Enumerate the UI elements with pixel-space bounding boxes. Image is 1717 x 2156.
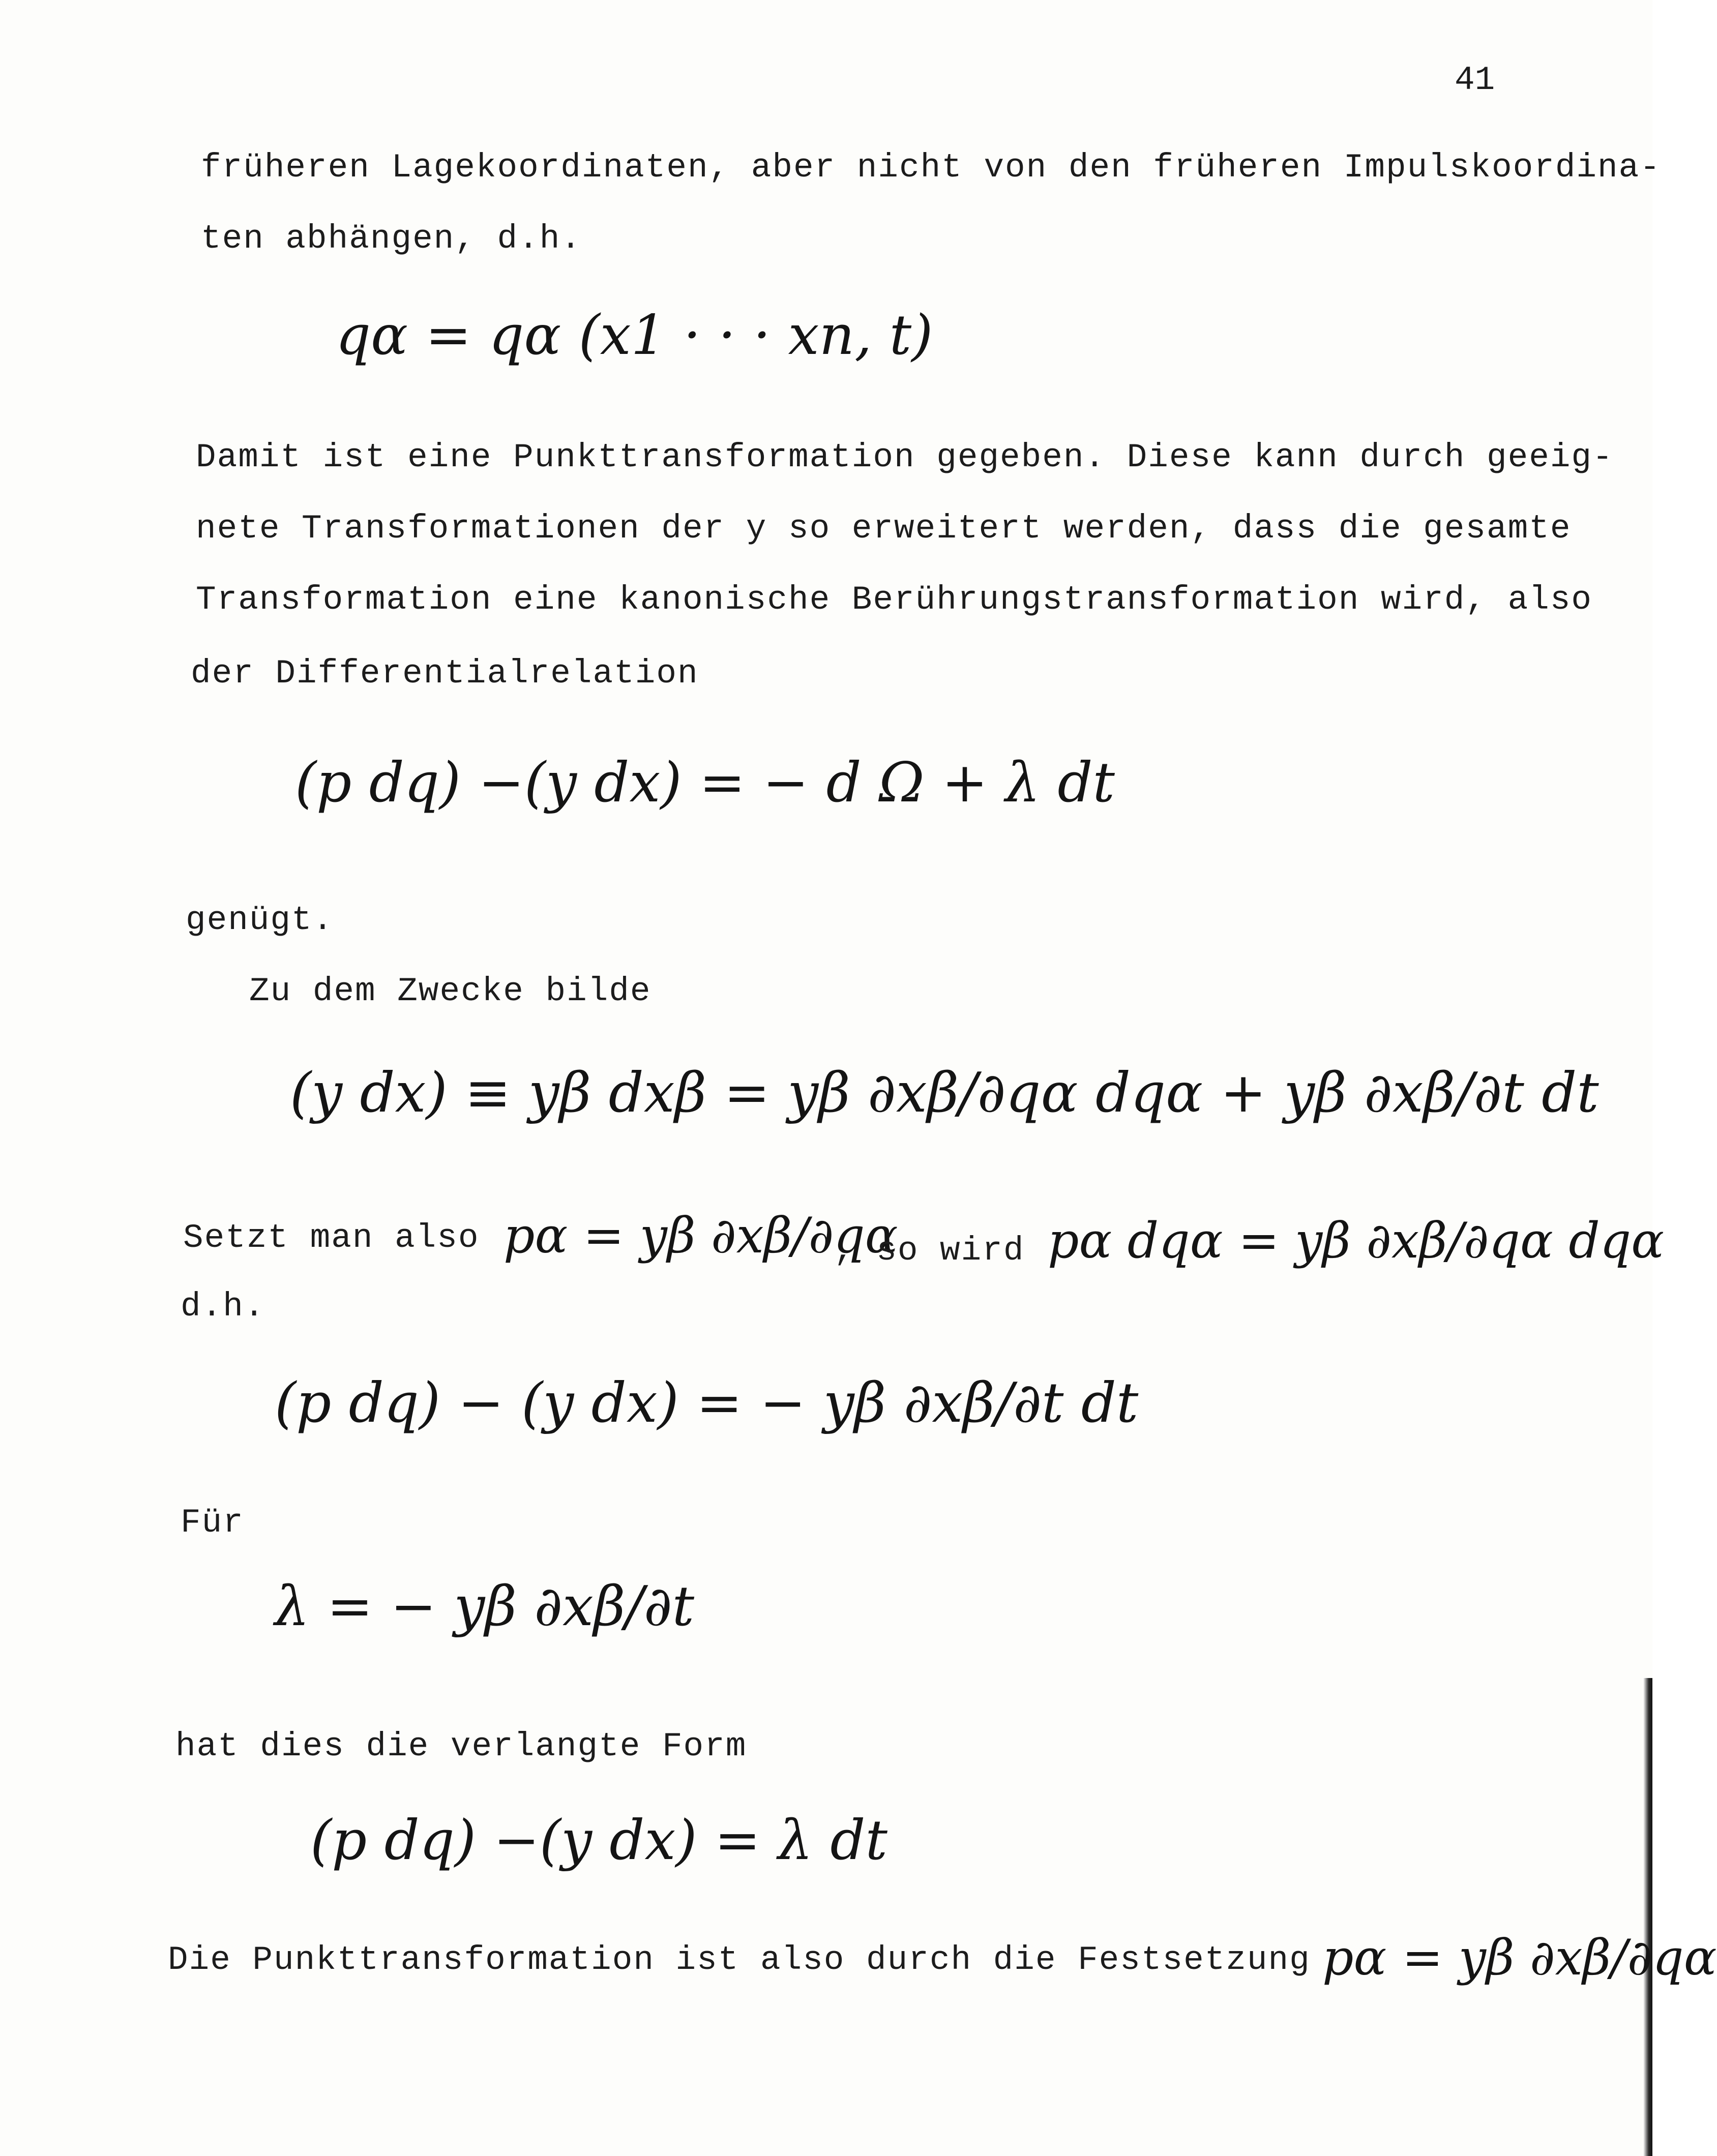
text-line-10: d.h. [181,1287,265,1326]
text-line-1: früheren Lagekoordinaten, aber nicht von den früheren Impulskoordina- [201,148,1661,187]
equation-8: pα = yβ ∂xβ/∂qα [1322,1929,1717,1986]
text-line-9a: Setzt man also [183,1219,480,1257]
equation-6: λ = − yβ ∂xβ/∂t [275,1575,695,1638]
equation-4a: pα = yβ ∂xβ/∂qα [504,1207,898,1264]
text-line-7: genügt. [186,901,334,939]
text-line-2: ten abhängen, d.h. [201,220,582,258]
text-line-12: hat dies die verlangte Form [175,1727,747,1765]
equation-3: (y dx) ≡ yβ dxβ = yβ ∂xβ/∂qα dqα + yβ ∂xβ/∂t dt [290,1061,1599,1125]
text-line-13: Die Punkttransformation ist also durch die Festsetzung [168,1941,1311,1979]
text-line-5: Transformation eine kanonische Berührungstransformation wird, also [196,581,1593,619]
text-line-6: der Differentialrelation [191,654,699,693]
equation-1: qα = qα (x1 · · · xn, t) [336,304,933,367]
page-number: 41 [1455,61,1495,99]
text-line-4: nete Transformationen der y so erweitert werden, dass die gesamte [196,510,1572,548]
equation-4b: pα dqα = yβ ∂xβ/∂qα dqα [1048,1212,1665,1269]
text-line-9b: , so wird [834,1232,1025,1270]
scan-edge [1643,1678,1652,2156]
text-line-8: Zu dem Zwecke bilde [249,972,652,1010]
equation-5: (p dq) − (y dx) = − yβ ∂xβ/∂t dt [275,1371,1139,1435]
equation-2: (p dq) −(y dx) = − d Ω + λ dt [295,751,1115,815]
text-line-11: Für [181,1504,244,1542]
text-line-3: Damit ist eine Punkttransformation gegeben. Diese kann durch geeig- [196,438,1614,476]
equation-7: (p dq) −(y dx) = λ dt [310,1809,887,1872]
